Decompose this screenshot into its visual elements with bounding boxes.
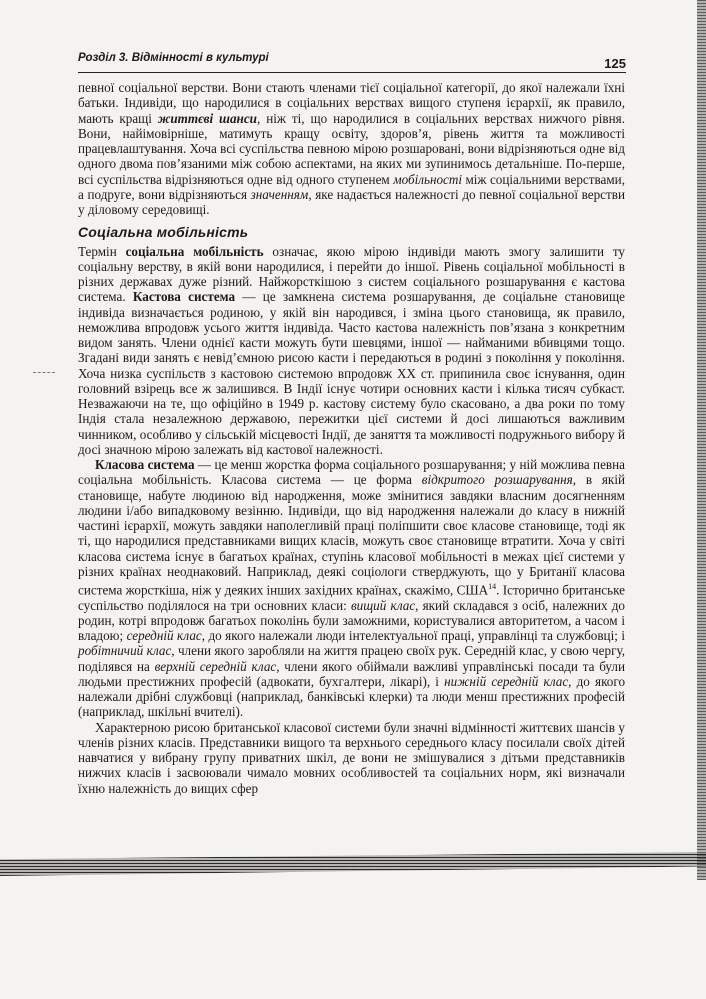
term-significance: значенням [250, 186, 309, 202]
term-mobility: мобільності [393, 171, 463, 187]
scan-bottom-artifact [0, 852, 706, 876]
term-upper-class: вищий клас [350, 597, 416, 613]
footnote-ref: 14 [488, 582, 497, 591]
term-upper-middle-class: верхній середній клас [154, 658, 277, 674]
term-lower-middle-class: нижній середній клас [444, 673, 569, 689]
section-heading: Соціальна мобільність [78, 224, 249, 241]
term-middle-class: середній клас [126, 628, 202, 644]
paragraph-social-mobility: Термін соціальна мобільність означає, якою мірою індивіди мають змогу залишити ту соціальну верству, в якій вони народилися, і перейти до іншої. Рівень соціальної мобільності в різних державах дуже різний. Найжорсткішою з систем соціального розшарування є кастова система. Кастова система — це замкнена система розшарування, де соціальне становище індивіда визначається родиною, у якій він народився, і зміна цього становища, як правило, неможлива впродовж усього життя індивіда. Часто кастова належність пов’язана з конкретним видом занять. Члени однієї касти можуть бути шевцями, іншої — найманими вбивцями тощо. Згадані види занять є невід’ємною рисою касти і передаються в родині з покоління у покоління. Хоча низка суспільств з кастовою системою впродовж XX ст. припинила своє існування, один головний взірець все ж залишився. В Індії існує чотири основних касти і кілька тисяч субкаст. Незважаючи на те, що офіційно в 1949 р. кастову систему було скасовано, а два роки по тому Індія стала незалежною державою, пережитки цієї системи й досі лишаються важливим чинником, особливо у сільській місцевості Індії, де заняття та можливості подружнього вибору й досі значною мірою залежать від кастової належності. [78, 243, 625, 457]
term-working-class: робітничий клас [78, 643, 172, 659]
margin-pencil-mark [33, 372, 55, 375]
term-open-stratification: відкритого розшарування [421, 472, 573, 488]
term-caste-system: Кастова система [132, 289, 236, 305]
paragraph-life-chances: Характерною рисою британської класової системи були значні відмінності життєвих шансів у членів різних класів. Представники вищого та верхнього середнього класу посилали своїх дітей навчатися у вибрану групу приватних шкіл, де вони не змішувалися з дітьми представників нижчих класів і засвоювали чимало мовних особливостей та соціальних норм, які визначали їхню належність до вищих сфер [78, 719, 625, 796]
term-social-mobility: соціальна мобільність [125, 243, 264, 259]
page-header [78, 50, 626, 73]
scan-edge-artifact [697, 0, 706, 880]
intro-paragraph: певної соціальної верстви. Вони стають членами тієї соціальної категорії, до якої належали їхні батьки. Індивіди, що народилися в соціальних верствах вищого ступеня ієрархії, як правило, мають кращі життєві шанси, ніж ті, що народилися в соціальних верствах нижчого рівня. Вони, найімовірніше, матимуть кращу освіту, здоров’я, рівень життя та можливості працевлаштування. Хоча всі суспільства певною мірою розшаровані, вони відрізняються одне від одного двома пов’язаними між собою аспектами, на яких ми зупинимось детальніше. По-перше, всі суспільства відрізняються одне від одного ступенем мобільності між соціальними верствами, а подруге, вони відрізняються значенням, яке надається належності до певної соціальної верстви у діловому середовищі. [78, 80, 626, 217]
paragraph-class-system: Класова система — це менш жорстка форма соціального розшарування; у ній можлива певна соціальна мобільність. Класова система — це форма відкритого розшарування, в якій становище, набуте людиною від народження, може змінитися завдяки власним досягненням людини і/або випадковому везінню. Індивіди, що від народження належали до класу в нижній частині ієрархії, можуть завдяки наполегливій праці поліпшити своє класове становище, тоді як ті, що народилися представниками вищих класів, можуть своє становище втратити. Хоча у світі класова система існує в багатьох країнах, ступінь класової мобільності в межах цієї системи у різних країнах неоднаковий. Наприклад, деякі соціологи стверджують, що у Британії класова система жорсткіша, ніж у деяких інших західних країнах, скажімо, США$^{14}$. Історично британське суспільство поділялося на три основних класи: вищий клас, який складався з осіб, належних до родин, котрі впродовж багатьох поколінь були заможними, користувалися авторитетом, а часом і владою; середній клас, до якого належали люди інтелектуальної праці, управлінці та службовці; і робітничий клас, члени якого заробляли на життя працею своїх рук. Середній клас, у свою чергу, поділявся на верхній середній клас, члени якого обіймали важливі управлінські посади та були людьми престижних професій (адвокати, бухгалтери, лікарі), і нижній середній клас, до якого належали дрібні службовці (наприклад, банківські клерки) та люди менш престижних професій (наприклад, шкільні вчителі). [78, 457, 626, 720]
page-number: 125 [604, 56, 626, 71]
running-head: Розділ 3. Відмінності в культурі [78, 52, 269, 64]
term-life-chances: життєві шанси [157, 110, 257, 126]
body-text [78, 80, 625, 796]
term-class-system: Класова система [95, 457, 195, 472]
